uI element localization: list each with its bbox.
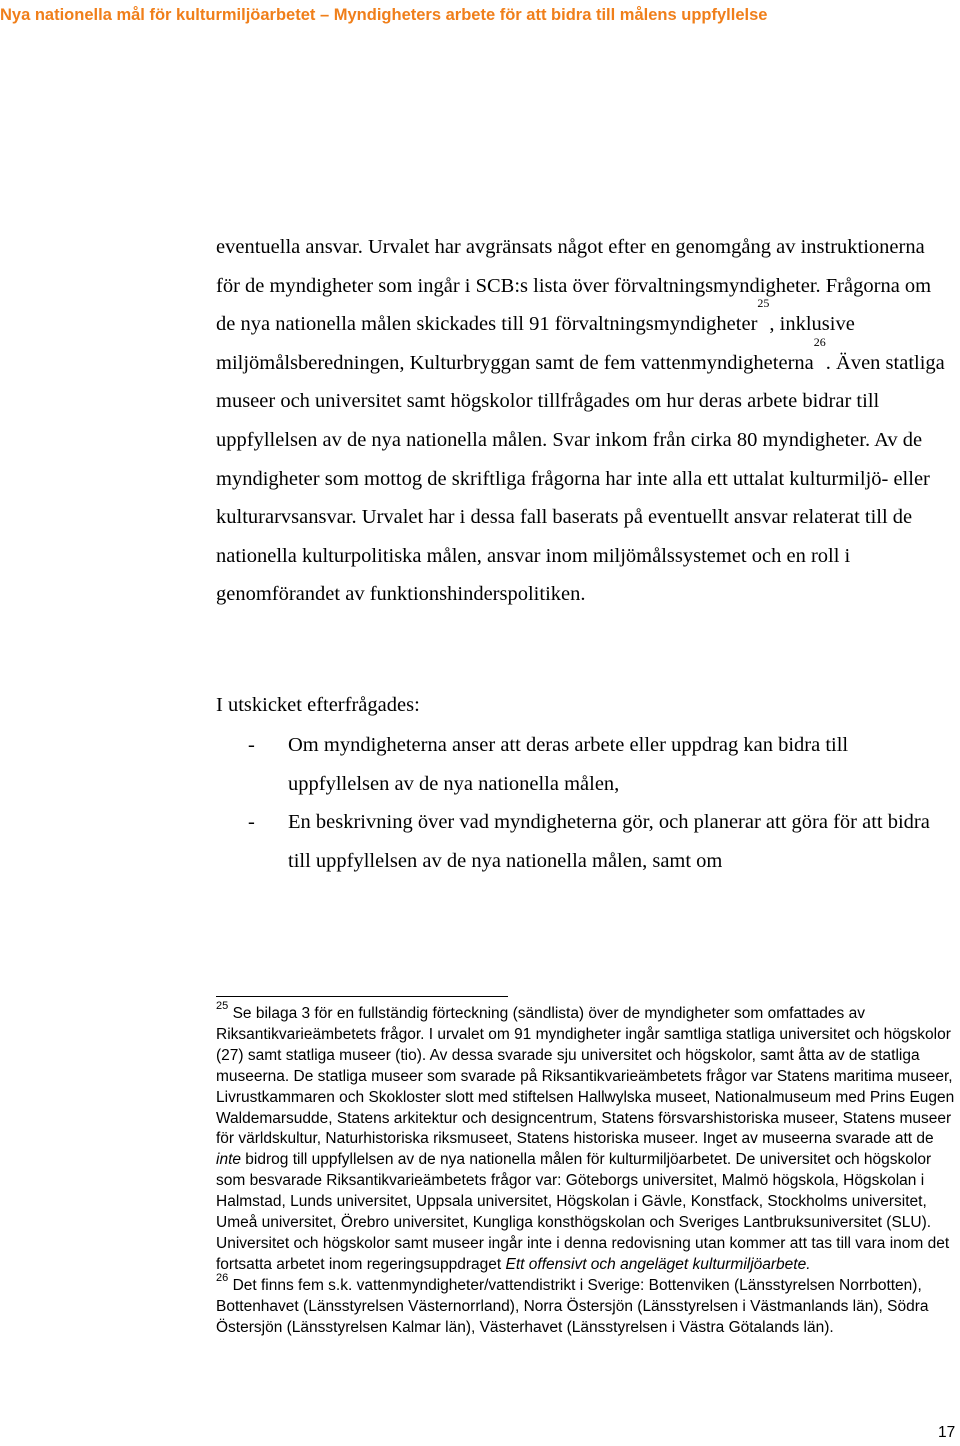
footnotes bbox=[216, 1000, 956, 1339]
page-number: 17 bbox=[938, 1424, 956, 1441]
running-header: Nya nationella mål för kulturmiljöarbetet – Myndigheters arbete för att bidra till målens uppfyllelse bbox=[0, 6, 768, 24]
footnote-26 bbox=[216, 1271, 956, 1339]
list-item-text: Om myndigheterna anser att deras arbete eller uppdrag kan bidra till uppfyllelsen av de nya nationella målen, bbox=[288, 734, 849, 795]
list-dash-marker: - bbox=[248, 734, 255, 756]
list-item-text: En beskrivning över vad myndigheterna gör, och planerar att göra för att bidra till uppfyllelsen av de nya nationella målen, samt om bbox=[288, 811, 930, 872]
request-list bbox=[216, 726, 946, 880]
body-paragraph-2: I utskicket efterfrågades: bbox=[216, 694, 420, 716]
paragraph-text: . Även statliga museer och universitet samt högskolor tillfrågades om hur deras arbete bidrar till uppfyllelsen av de nya nationella målen. Svar inkom från cirka 80 myndigheter. Av de myndigheter som mottog de skriftliga frågorna har inte alla ett uttalat kulturmiljö- eller kulturarvsansvar. Urvalet har i dessa fall baserats på eventuellt ansvar relaterat till de nationella kulturpolitiska målen, ansvar inom miljömålssystemet och en roll i genomförandet av funktionshinderspolitiken. bbox=[216, 351, 945, 606]
body-paragraph-1 bbox=[216, 228, 946, 614]
footnote-text: Det finns fem s.k. vattenmyndigheter/vattendistrikt i Sverige: Bottenviken (Länsstyrelsen Norrbotten), Bottenhavet (Länsstyrelsen Västernorrland), Norra Östersjön (Länsstyrelsen i Västmanlands län), Södra Östersjön (Länsstyrelsen Kalmar län), Västerhavet (Länsstyrelsen i Västra Götalands län). bbox=[216, 1276, 929, 1336]
footnote-emphasis: Ett offensivt och angeläget kulturmiljöarbete. bbox=[505, 1255, 811, 1273]
footnote-emphasis: inte bbox=[216, 1151, 241, 1169]
footnote-text: bidrog till uppfyllelsen av de nya nationella målen för kulturmiljöarbetet. De universitet och högskolor som besvarade Riksantikvarieämbetets frågor var: Göteborgs universitet, Malmö högskola, Högskolan i Halmstad, Lunds universitet, Uppsala universitet, Högskolan i Gävle, Konstfack, Stockholms universitet, Umeå universitet, Örebro universitet, Kungliga konsthögskolan och Sveriges Lantbruksuniversitet (SLU). Universitet och högskolor samt museer ingår inte i denna redovisning utan kommer att tas till vara inom det fortsatta arbetet inom regeringsuppdraget bbox=[216, 1151, 950, 1273]
list-dash-marker: - bbox=[248, 811, 255, 834]
footnote-text: Se bilaga 3 för en fullständig förteckning (sändlista) över de myndigheter som omfattades av Riksantikvarieämbetets frågor. I urvalet om 91 myndigheter ingår samtliga statliga universitet och högskolor (27) samt statliga museer (tio). Av dessa svarade sju universitet och högskolor, samt åtta av de statliga museerna. De statliga museer som svarade på Riksantikvarieämbetets frågor var Statens maritima museer, Livrustkammaren och Skokloster slott med stiftelsen Hallwylska museet, Nationalmuseum med Prins Eugen Waldemarsudde, Statens arkitektur och designcentrum, Statens försvarshistoriska museer, Statens museer för världskultur, Naturhistoriska riksmuseet, Statens historiska museer. Inget av museerna svarade att de bbox=[216, 1005, 955, 1148]
footnote-25 bbox=[216, 1000, 956, 1276]
footnote-number: 26 bbox=[216, 1271, 229, 1284]
footnote-reference-26[interactable]: 26 bbox=[813, 334, 826, 349]
footnote-separator bbox=[216, 996, 508, 997]
list-item bbox=[216, 726, 946, 803]
list-item bbox=[216, 803, 946, 880]
paragraph-text: eventuella ansvar. Urvalet har avgränsats något efter en genomgång av instruktionerna för de myndigheter som ingår i SCB:s lista över förvaltningsmyndigheter. Frågorna om de nya nationella målen skickades till 91 förvaltningsmyndigheter bbox=[216, 236, 932, 336]
footnote-reference-25[interactable]: 25 bbox=[757, 296, 770, 311]
paragraph-text: , inklusive miljömålsberedningen, Kulturbryggan samt de fem vattenmyndigheterna bbox=[216, 313, 855, 374]
footnote-number: 25 bbox=[216, 1000, 229, 1012]
